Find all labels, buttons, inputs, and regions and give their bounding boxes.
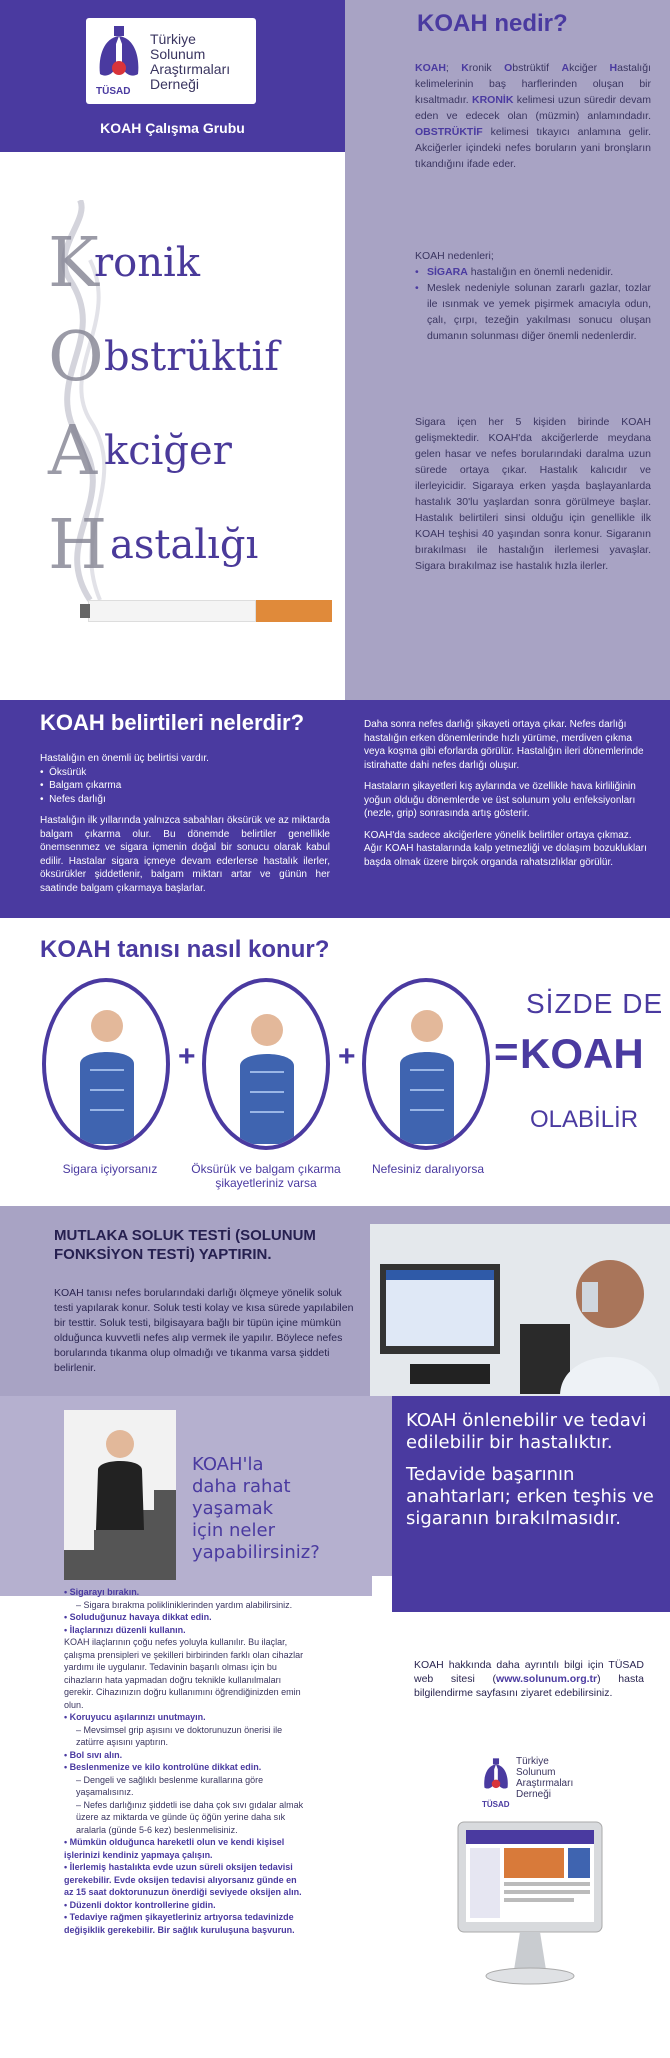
tip-detail: – Mevsimsel grip aşısını ve doktorunuzun önerisi ile zatürre aşısını yaptırın. <box>76 1724 283 1747</box>
text-span: Bol sıvı alın. <box>69 1749 123 1760</box>
lifestyle-section <box>0 1396 670 2058</box>
belirtiler-title: KOAH belirtileri nelerdir? <box>40 710 305 735</box>
title-letter-a: A <box>48 412 98 491</box>
tip-item: • Düzenli doktor kontrollerine gidin. <box>64 1899 216 1910</box>
woman-stairs-icon <box>64 1410 176 1580</box>
website-monitor-icon <box>456 1820 604 1988</box>
man-coughing-icon <box>232 1004 302 1144</box>
cause-item: • Meslek nedeniyle solunan zararlı gazlar, tozlar ile ısınmak ve yemek pişirmek amacıyla odun, çalı, çırpı, tezeğin yakılması sonucu oluşan dumanın solunması diğer önemli nedenlerdir. <box>415 282 651 342</box>
group-label: KOAH Çalışma Grubu <box>100 120 245 136</box>
text-span: Balgam çıkarma <box>49 780 122 791</box>
spirometry-test-icon <box>370 1224 670 1396</box>
belirtiler-p4: KOAH'da sadece akciğerlere yönelik belirtiler ortaya çıkmaz. Ağır KOAH hastalarında kalp yetmezliği ve dolaşım bozuklukları başda olmak üzere birçok organda rahatsızlıklar görülür. <box>364 829 647 868</box>
title-panel <box>0 0 345 700</box>
lifestyle-left <box>0 1396 372 2058</box>
text-span: KOAH hakkında daha ayrıntılı bilgi için TÜSAD web sitesi ( <box>414 1659 644 1685</box>
logo-line: Türkiye <box>150 31 196 47</box>
question-line: yapabilirsiniz? <box>192 1542 320 1563</box>
tani-section <box>0 918 670 1206</box>
lungs-logo-icon <box>96 26 142 84</box>
text-span: Mümkün olduğunca hareketli olun ve kendi kişisel işlerinizi kendiniz yapmaya çalışın. <box>64 1837 285 1860</box>
lifestyle-question <box>192 1454 320 1564</box>
equals-sign: = <box>494 1028 519 1075</box>
belirtiler-right-column <box>364 718 650 869</box>
logo-line: Solunum <box>516 1767 556 1778</box>
tip-item: • Koruyucu aşılarınızı unutmayın. <box>64 1712 206 1722</box>
logo-line: Araştırmaları <box>150 61 231 77</box>
plus-sign: + <box>178 1040 196 1073</box>
tip-item: • Sigarayı bırakın. <box>64 1587 140 1597</box>
text-span: O <box>504 62 513 74</box>
more-info-text <box>414 1658 644 1700</box>
logo-text <box>150 32 230 92</box>
symptom-item: • Öksürük <box>40 766 87 778</box>
soluk-testi-section <box>0 1206 670 1396</box>
text-span: bstrüktif <box>512 62 562 74</box>
tip-item: • İlerlemiş hastalıkta evde uzun süreli oksijen tedavisi gerekebilir. Evde oksijen tedavisi alıyorsanız günde en az 15 saat doktorunuzun önerdiği seviyede oksijen alın. <box>64 1862 302 1897</box>
title-word-kronik: ronik <box>94 240 200 286</box>
text-span: Sigarayı bırakın. <box>69 1587 140 1597</box>
cigarette-ash <box>80 604 90 618</box>
belirtiler-intro: Hastalığın en önemli üç belirtisi vardır. <box>40 753 209 764</box>
cigarette-filter <box>256 600 332 622</box>
belirtiler-p1: Hastalığın ilk yıllarında yalnızca sabahları öksürük ve az miktarda balgam çıkarma olur. Bu dönemde belirtiler genellikle önemsenmez ve sigara içmenin doğal bir sonucu olarak kabul edilir. Hastalar sigara içmeye devam ederlerse hastalık ilerler, öksürükler şiddetlenir, balgam miktarı artar ve günün her saatinde balgam çıkarmaya başlarlar. <box>40 815 330 894</box>
text-span: Koruyucu aşılarınızı unutmayın. <box>69 1712 206 1722</box>
text-span: Soluduğunuz havaya dikkat edin. <box>69 1612 212 1622</box>
tip-item: • Soluduğunuz havaya dikkat edin. <box>64 1612 212 1622</box>
symptom-item: • Nefes darlığı <box>40 793 106 805</box>
prevention-box <box>392 1396 670 1612</box>
man-smoking-icon <box>72 1004 142 1144</box>
text-span: Düzenli doktor kontrollerine gidin. <box>69 1899 216 1910</box>
sizde-de-text: SİZDE DE <box>526 988 664 1019</box>
question-line: yaşamak <box>192 1498 274 1519</box>
tip-item: • Bol sıvı alın. <box>64 1749 123 1760</box>
question-line: KOAH'la <box>192 1454 264 1475</box>
man-breathless-icon <box>392 1004 462 1144</box>
olabilir-text: OLABİLİR <box>530 1106 639 1133</box>
text-span: hastalığın en önemli nedenidir. <box>467 266 614 278</box>
tip-item: • Beslenmenize ve kilo kontrolüne dikkat edin. <box>64 1762 262 1772</box>
plus-sign: + <box>338 1040 356 1073</box>
causes-label: KOAH nedenleri; <box>415 250 494 262</box>
title-word-akciger: kciğer <box>104 428 232 474</box>
cigarette-icon <box>88 600 256 622</box>
text-span: KRONİK <box>472 94 514 106</box>
text-span: ; <box>445 62 462 74</box>
title-letter-k: K <box>48 224 99 303</box>
tip-detail: – Sigara bırakma polikliniklerinden yardım alabilirsiniz. <box>76 1599 293 1610</box>
question-line: daha rahat <box>192 1476 291 1497</box>
text-span: İlerlemiş hastalıkta evde uzun süreli oksijen tedavisi gerekebilir. Evde oksijen tedavisi alıyorsanız günde en az 15 saat doktorunuzun önerdiği seviyede oksijen alın. <box>64 1862 302 1897</box>
text-span: KOAH <box>415 62 446 74</box>
koah-nedir-panel <box>345 0 670 700</box>
tusad-logo <box>86 18 256 104</box>
logo-abbr: TÜSAD <box>96 86 131 97</box>
text-span: SİGARA <box>427 266 468 278</box>
title-letter-h: H <box>48 506 108 585</box>
tips-list <box>64 1586 304 1936</box>
woman-stairs-photo <box>64 1410 176 1580</box>
tip-detail: – Dengeli ve sağlıklı beslenme kurallarına göre yaşamalısınız. <box>76 1774 264 1797</box>
text-span: ) hasta bilgilendirme sayfasını ziyaret edebilirsiniz. <box>414 1673 644 1699</box>
cause-item: • SİGARA hastalığın en önemli nedenidir. <box>415 266 614 278</box>
text-span: A <box>561 62 570 74</box>
text-span: Beslenmenize ve kilo kontrolüne dikkat edin. <box>69 1762 262 1772</box>
text-span: kciğer <box>569 62 610 74</box>
belirtiler-left-column <box>40 752 330 895</box>
lungs-logo-icon <box>482 1756 510 1796</box>
symptom-item: • Balgam çıkarma <box>40 780 122 791</box>
text-span: Öksürük <box>49 766 87 778</box>
text-span: Nefes darlığı <box>49 793 106 805</box>
tusad-logo-small <box>482 1756 592 1814</box>
text-span: kelimesi tıkayıcı anlamına gelir. Akciğerler içindeki nefes boruların yani bronşların tıkandığını ifade eder. <box>415 126 651 170</box>
tip-item: • Mümkün olduğunca hareketli olun ve kendi kişisel işlerinizi kendiniz yapmaya çalışın. <box>64 1837 285 1860</box>
title-word-obstruktif: bstrüktif <box>104 334 279 380</box>
caption-cough: Öksürük ve balgam çıkarma şikayetleriniz varsa <box>191 1162 341 1190</box>
text-span: OBSTRÜKTİF <box>415 126 483 138</box>
title-letter-o: O <box>48 318 104 397</box>
lifestyle-right <box>372 1396 670 2058</box>
breathless-man-photo <box>362 978 490 1150</box>
logo-text-small <box>516 1756 573 1800</box>
brand-bar <box>0 0 345 152</box>
website-link[interactable]: www.solunum.org.tr <box>496 1673 598 1685</box>
logo-line: Derneği <box>516 1789 552 1800</box>
tani-title: KOAH tanısı nasıl konur? <box>40 936 330 963</box>
tip-detail: KOAH ilaçlarının çoğu nefes yoluyla kullanılır. Bu ilaçlar, çalışma prensipleri ve şekilleri birbirinden farklı olan cihazlar yardımı ile uygulanır. Tedavinin başarılı olması için bu cihazların hata yapmadan doğru teknikle kullanılmaları gerekir. Cihazınızın doğru kullanımını öğrendiğinizden emin olun. <box>64 1637 304 1710</box>
belirtiler-p2: Daha sonra nefes darlığı şikayeti ortaya çıkar. Nefes darlığı hastalığın erken dönemlerinde hızlı yürüme, merdiven çıkma veya koşma gibi eforlarda görülür. Hastalığın ileri dönemlerinde istirahatte dahi nefes darlığı oluşur. <box>364 719 644 771</box>
koah-big-text: KOAH <box>520 1030 644 1077</box>
text-span: astalığı kelimelerinin baş harflerinden oluşan bir kısaltmadır. <box>415 62 651 106</box>
text-span: İlaçlarınızı düzenli kullanın. <box>69 1624 186 1635</box>
tip-item: • Tedaviye rağmen şikayetleriniz artıyorsa tedavinizde değişiklik gerekebilir. Bir sağlık kuruluşuna başvurun. <box>64 1912 295 1935</box>
belirtiler-p3: Hastaların şikayetleri kış aylarında ve özellikle hava kirliliğinin yoğun olduğu dönemlerde ve üst solunum yolu enfeksiyonları (nezle, grip) sonrasında artış gösterir. <box>364 781 636 819</box>
caption-breath: Nefesiniz daralıyorsa <box>371 1162 485 1176</box>
treatment-keys-text: Tedavide başarının anahtarları; erken teşhis ve sigaranın bırakılmasıdır. <box>406 1464 654 1529</box>
question-line: için neler <box>192 1520 275 1541</box>
koah-nedir-title: KOAH nedir? <box>417 10 568 37</box>
causes-section <box>415 248 651 344</box>
koah-progression-text: Sigara içen her 5 kişiden birinde KOAH gelişmektedir. KOAH'da akciğerlerde meydana gelen hasar ve nefes borularındaki daralma uzun sürede ortaya çıkar. Hastalık kalıcıdır ve ilerleyicidir. Sigaraya erken yaşda başlayanlarda hastalık 30'lu yaşlardan sonra görülmeye başlar. Hastalık belirtileri sinsi olduğu için genellikle ilk KOAH teşhisi 40 yaşından sonra konur. Sigaranın bırakılması ile hastalığın ilerlemesi yavaşlar. Sigara bırakılmaz ise hastalık hızla ilerler. <box>415 416 651 572</box>
text-span: ronik <box>468 62 505 74</box>
spirometry-photo <box>370 1224 670 1396</box>
text-span: Tedaviye rağmen şikayetleriniz artıyorsa tedavinizde değişiklik gerekebilir. Bir sağlık kuruluşuna başvurun. <box>64 1912 295 1935</box>
logo-abbr-small: TÜSAD <box>482 1800 510 1809</box>
caption-smoking: Sigara içiyorsanız <box>62 1162 158 1176</box>
smoking-man-photo <box>42 978 170 1150</box>
coughing-man-photo <box>202 978 330 1150</box>
text-span: K <box>461 62 469 74</box>
intro-section <box>0 0 670 700</box>
logo-line: Derneği <box>150 76 200 92</box>
logo-line: Türkiye <box>516 1756 549 1767</box>
text-span: kelimesi uzun süredir devam eden ve edecek olan (müzmin) anlamındadır. <box>415 94 651 122</box>
text-span: Meslek nedeniyle solunan zararlı gazlar, tozlar ile ısınmak ve yemek pişirmek amacıyla odun, çalı, çırpı, tezeğin yakılması sonucu oluşan dumanın solunması diğer önemli nedenlerdir. <box>427 282 651 342</box>
soluk-testi-title: MUTLAKA SOLUK TESTİ (SOLUNUM FONKSİYON TESTİ) YAPTIRIN. <box>54 1227 316 1263</box>
tip-item: • İlaçlarınızı düzenli kullanın. <box>64 1624 186 1635</box>
soluk-testi-text: KOAH tanısı nefes borularındaki darlığı ölçmeye yönelik soluk testi yapılarak konur. Soluk testi kolay ve kısa sürede yapılabilen bir testtir. Soluk testi, bilgisayara bağlı bir tüpün içine mümkün olduğunca kuvvetli nefes alıp vermek ile yapılır. Böylece nefes borularında tıkanma olup olmadığı ve tıkanma varsa şiddeti belirlenir. <box>54 1287 354 1374</box>
koah-definition <box>415 60 651 172</box>
prevention-text: KOAH önlenebilir ve tedavi edilebilir bir hastalıktır. <box>406 1410 647 1453</box>
text-span: H <box>609 62 618 74</box>
logo-line: Solunum <box>150 46 206 62</box>
title-word-hastaligi: astalığı <box>110 522 259 568</box>
belirtiler-section <box>0 700 670 918</box>
logo-line: Araştırmaları <box>516 1778 574 1789</box>
tip-detail: – Nefes darlığınız şiddetli ise daha çok sıvı gıdalar almak üzere az miktarda ve günde üç öğün yerine daha sık aralarla (günde 5-6 kez) beslenmelisiniz. <box>76 1799 304 1835</box>
